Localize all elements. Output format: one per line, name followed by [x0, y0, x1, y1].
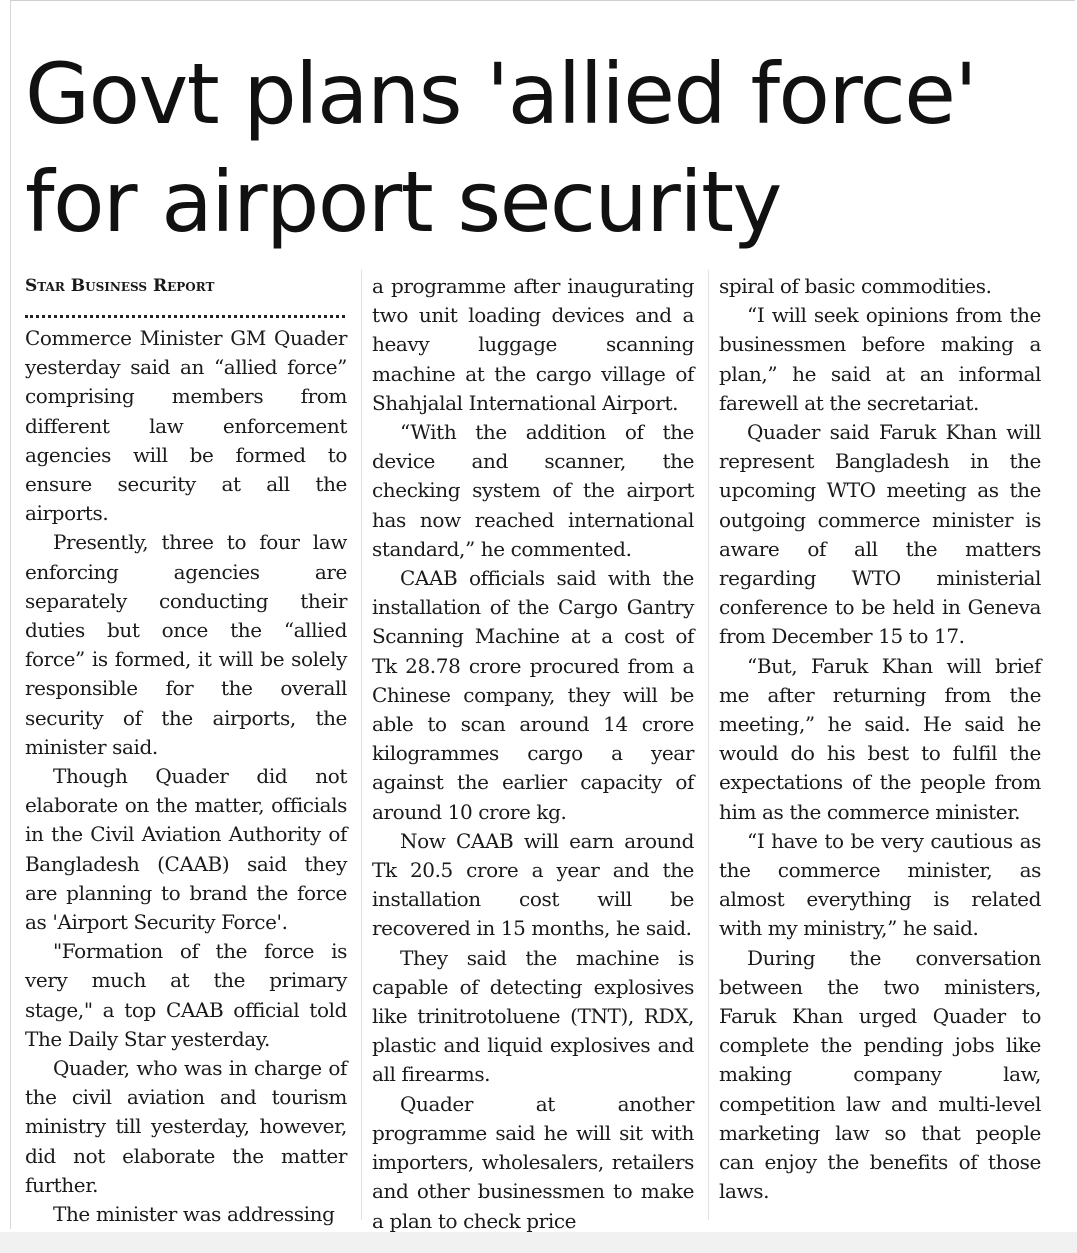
paragraph: “I will seek opinions from the businessmen before making a plan,” he said at an informal farewell at the secretariat.: [719, 303, 1041, 415]
page-bottom-margin: [0, 1232, 1077, 1253]
paragraph: They said the machine is capable of detecting explosives like trinitrotoluene (TNT), RDX, plastic and liquid explosives and all firearms.: [372, 945, 694, 1087]
paragraph: Though Quader did not elaborate on the matter, officials in the Civil Aviation Authority of Bangladesh (CAAB) said they are planning to brand the force as 'Airport Security Force'.: [25, 764, 347, 935]
article-column-3: [719, 272, 1041, 1207]
paragraph: “But, Faruk Khan will brief me after returning from the meeting,” he said. He said he would do his best to fulfil the expectations of the people from him as the commerce minister.: [719, 653, 1041, 824]
column-divider: [361, 270, 362, 1220]
paragraph: The minister was addressing: [53, 1202, 335, 1227]
paragraph: During the conversation between the two ministers, Faruk Khan urged Quader to complete the pending jobs like making company law, competition law and multi-level marketing law so that people can enjoy the benefits of those laws.: [719, 945, 1041, 1204]
paragraph: Quader said Faruk Khan will represent Bangladesh in the upcoming WTO meeting as the outgoing commerce minister is aware of all the matters regarding WTO ministerial conference to be held in Geneva from December 15 to 17.: [719, 420, 1041, 649]
paragraph: CAAB officials said with the installation of the Cargo Gantry Scanning Machine at a cost of Tk 28.78 crore procured from a Chinese company, they will be able to scan around 14 crore kilogrammes cargo a year against the earlier capacity of around 10 crore kg.: [372, 566, 694, 824]
headline: [25, 40, 1065, 256]
article-column-1: [25, 272, 347, 1229]
byline-dotted-rule: [25, 301, 345, 318]
paragraph: “With the addition of the device and scanner, the checking system of the airport has now reached international standard,” he commented.: [372, 420, 694, 561]
paragraph: Commerce Minister GM Quader yesterday said an “allied force” comprising members from different law enforcement agencies will be formed to ensure security at all the airports.: [25, 326, 347, 526]
paragraph: Now CAAB will earn around Tk 20.5 crore a year and the installation cost will be recovered in 15 months, he said.: [372, 828, 694, 941]
paragraph: "Formation of the force is very much at the primary stage," a top CAAB official told The Daily Star yesterday.: [25, 939, 347, 1051]
column-divider: [708, 270, 709, 1220]
paragraph: Quader, who was in charge of the civil aviation and tourism ministry till yesterday, however, did not elaborate the matter further.: [25, 1056, 347, 1197]
article-column-2: [372, 272, 694, 1236]
headline-line-1: Govt plans 'allied force': [25, 45, 977, 143]
headline-line-2: for airport security: [25, 153, 781, 251]
paragraph: spiral of basic commodities.: [719, 274, 992, 298]
paragraph: Quader at another programme said he will sit with importers, wholesalers, retailers and other businessmen to make a plan to check price: [372, 1091, 694, 1233]
byline: Star Business Report: [25, 276, 215, 296]
paragraph: a programme after inaugurating two unit loading devices and a heavy luggage scanning machine at the cargo village of Shahjalal International Airport.: [372, 274, 694, 415]
paragraph: Presently, three to four law enforcing agencies are separately conducting their duties but once the “allied force” is formed, it will be solely responsible for the overall security of the airports, the minister said.: [25, 530, 347, 759]
paragraph: “I have to be very cautious as the commerce minister, as almost everything is related with my ministry,” he said.: [719, 828, 1041, 941]
